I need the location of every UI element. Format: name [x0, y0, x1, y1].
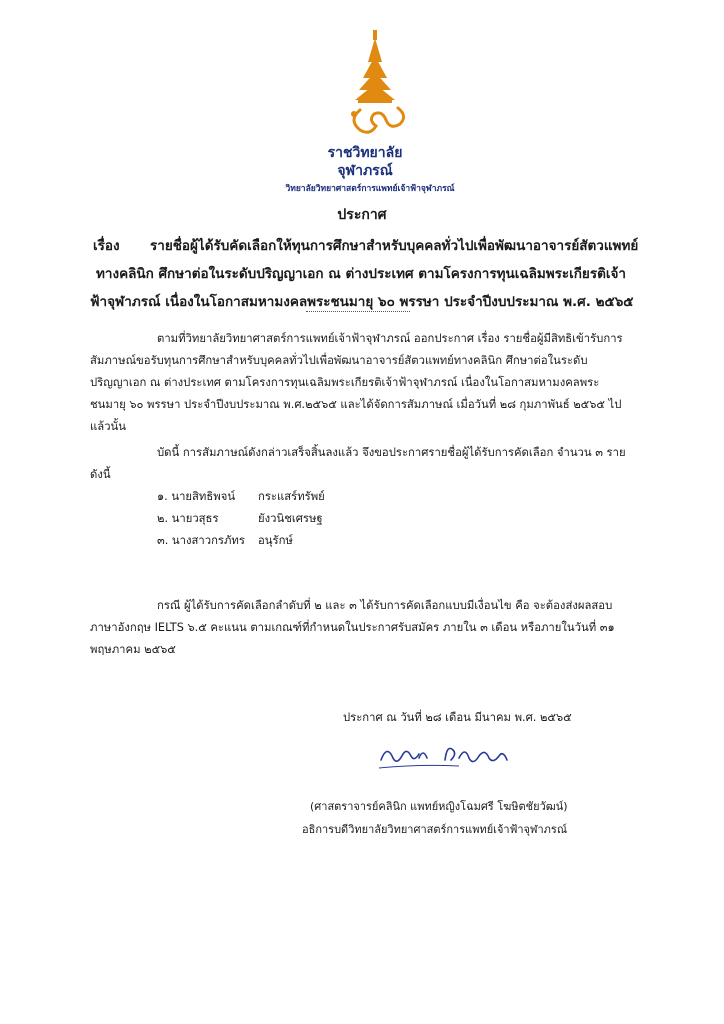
royal-crown-emblem-icon [330, 28, 420, 138]
paragraph2-line2: ดังนี้ [90, 468, 111, 481]
paragraph1-line2: สัมภาษณ์ขอรับทุนการศึกษาสำหรับบุคคลทั่วไปเพื่อพัฒนาอาจารย์สัตวแพทย์ทางคลินิก ศึกษาต่อในระดับ [90, 354, 588, 367]
paragraph3-line2: ภาษาอังกฤษ IELTS ๖.๕ คะแนน ตามเกณฑ์ที่กำหนดในประกาศรับสมัคร ภายใน ๓ เดือน หรือภายในวันที่ ๓๑ [90, 621, 615, 634]
university-name-line1: ราชวิทยาลัย [327, 145, 403, 161]
selected-3-name: ๓. นางสาวกรภัทร [157, 534, 245, 547]
paragraph1-line3: ปริญญาเอก ณ ต่างประเทศ ตามโครงการทุนเฉลิมพระเกียรติเจ้าฟ้าจุฬาภรณ์ เนื่องในโอกาสมหามงคลพระ [90, 376, 600, 389]
selected-2-surname: ยังวนิชเศรษฐ [258, 512, 323, 525]
signer-name: (ศาสตราจารย์คลินิก แพทย์หญิงโฉมศรี โฆษิตชัยวัฒน์) [310, 800, 568, 813]
selected-3-surname: อนุรักษ์ [258, 534, 293, 547]
university-name-line2: จุฬาภรณ์ [337, 163, 393, 179]
subject-label: เรื่อง [93, 238, 120, 254]
signer-position: อธิการบดีวิทยาลัยวิทยาศาสตร์การแพทย์เจ้าฟ้าจุฬาภรณ์ [302, 823, 568, 836]
divider [306, 311, 410, 312]
subject-line-3: ฟ้าจุฬาภรณ์ เนื่องในโอกาสมหามงคลพระชนมายุ ๖๐ พรรษา ประจำปีงบประมาณ พ.ศ. ๒๕๖๕ [90, 294, 634, 310]
paragraph1-line4: ชนมายุ ๖๐ พรรษา ประจำปีงบประมาณ พ.ศ.๒๕๖๕ และได้จัดการสัมภาษณ์ เมื่อวันที่ ๒๘ กุมภาพันธ์ ๒๕๖๕ ไป [90, 398, 622, 411]
college-name: วิทยาลัยวิทยาศาสตร์การแพทย์เจ้าฟ้าจุฬาภรณ์ [285, 184, 455, 194]
selected-2-name: ๒. นายวสุธร [157, 512, 219, 525]
selected-1-surname: กระแสร์ทรัพย์ [258, 490, 325, 503]
handwritten-signature-icon [375, 738, 525, 772]
paragraph3-line3: พฤษภาคม ๒๕๖๕ [90, 643, 176, 656]
subject-line-2: ทางคลินิก ศึกษาต่อในระดับปริญญาเอก ณ ต่างประเทศ ตามโครงการทุนเฉลิมพระเกียรติเจ้า [96, 266, 626, 282]
announcement-date: ประกาศ ณ วันที่ ๒๘ เดือน มีนาคม พ.ศ. ๒๕๖๕ [343, 711, 572, 724]
paragraph1-line5: แล้วนั้น [90, 420, 126, 433]
announcement-title: ประกาศ [337, 207, 387, 223]
paragraph3-line1: กรณี ผู้ได้รับการคัดเลือกลำดับที่ ๒ และ ๓ ได้รับการคัดเลือกแบบมีเงื่อนไข คือ จะต้องส่งผลสอบ [157, 599, 613, 612]
paragraph2-line1: บัดนี้ การสัมภาษณ์ดังกล่าวเสร็จสิ้นลงแล้ว จึงขอประกาศรายชื่อผู้ได้รับการคัดเลือก จำนวน ๓ ราย [157, 446, 626, 459]
subject-line-1: รายชื่อผู้ได้รับคัดเลือกให้ทุนการศึกษาสำหรับบุคคลทั่วไปเพื่อพัฒนาอาจารย์สัตวแพทย์ [150, 238, 639, 254]
selected-1-name: ๑. นายสิทธิพจน์ [157, 490, 236, 503]
paragraph1-line1: ตามที่วิทยาลัยวิทยาศาสตร์การแพทย์เจ้าฟ้าจุฬาภรณ์ ออกประกาศ เรื่อง รายชื่อผู้มีสิทธิเข้ารับการ [157, 332, 623, 345]
